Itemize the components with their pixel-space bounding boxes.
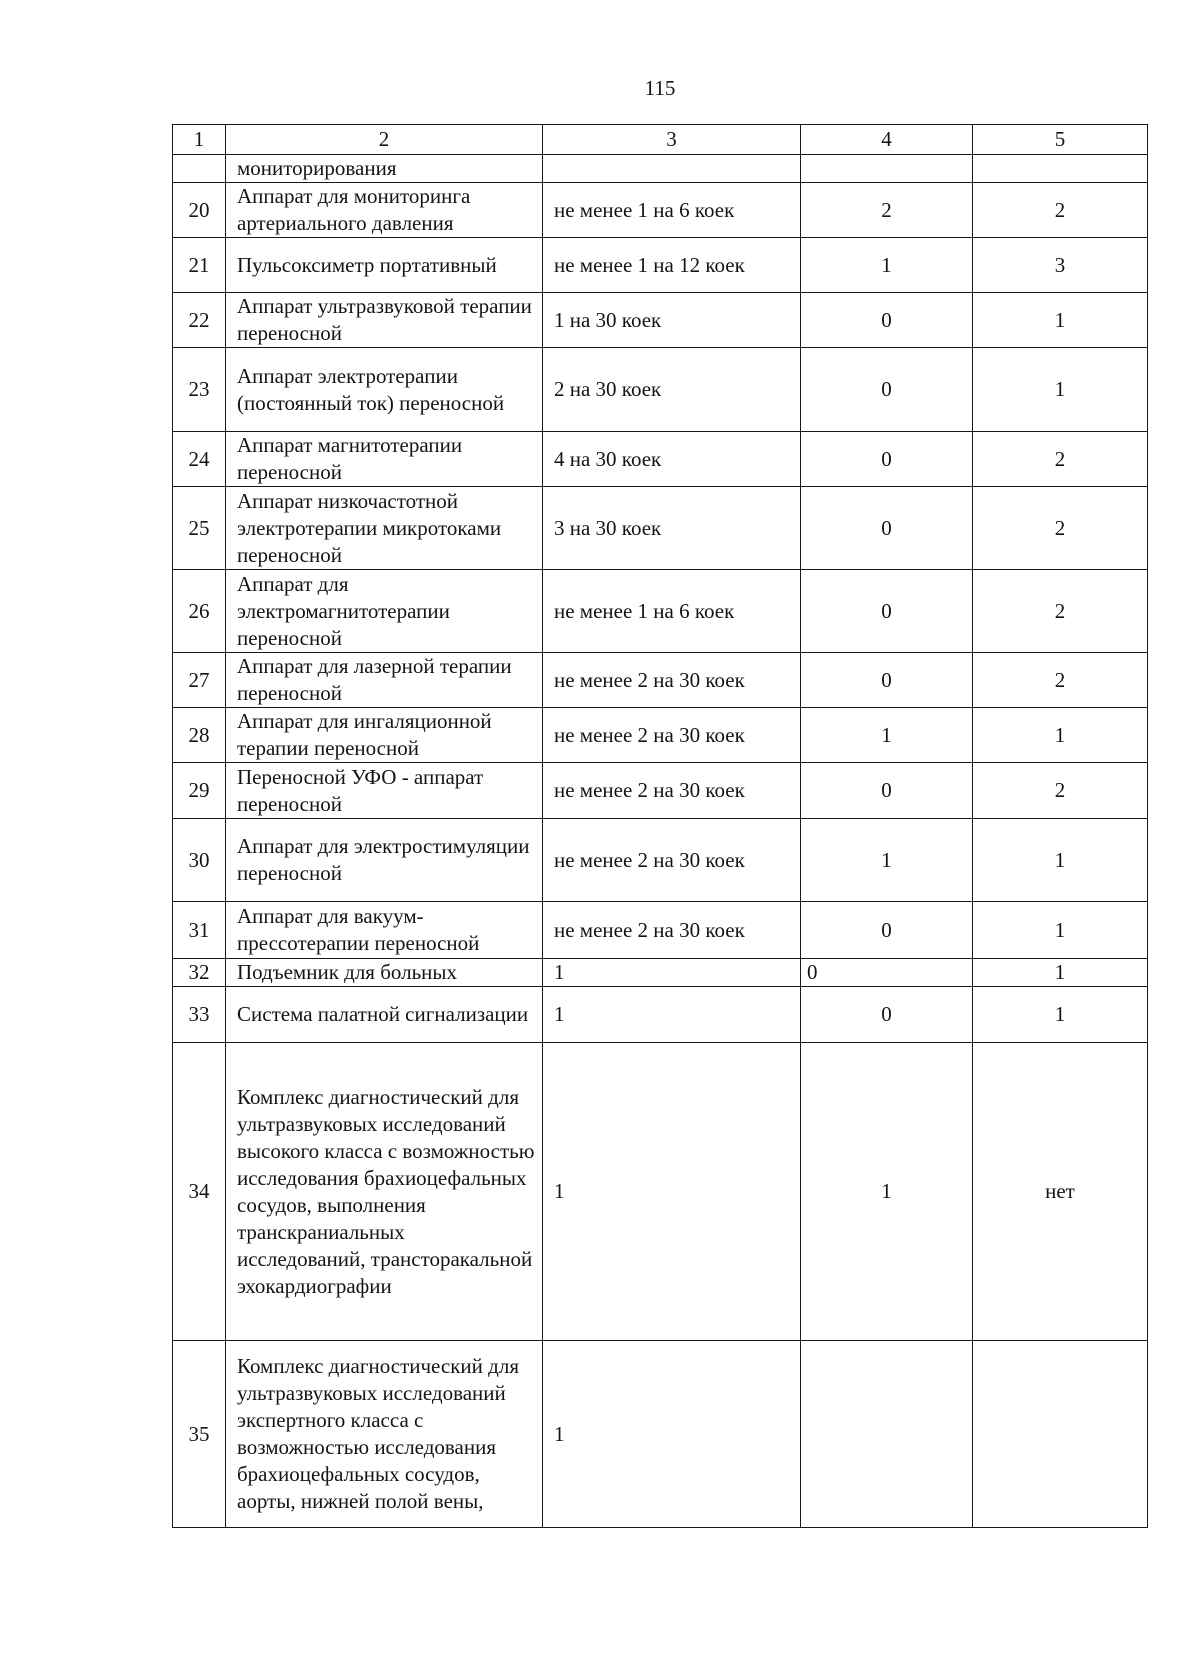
row-number-cell: 34	[173, 1043, 226, 1341]
equipment-name-cell: Аппарат ультразвуковой терапии переносной	[226, 293, 543, 348]
quantity-required-cell: 1	[973, 348, 1148, 432]
row-number-cell: 30	[173, 819, 226, 902]
quantity-required-cell	[973, 155, 1148, 183]
equipment-name-cell: Аппарат низкочастотной электротерапии микротоками переносной	[226, 487, 543, 570]
quantity-required-cell: 2	[973, 183, 1148, 238]
table-row	[173, 570, 1148, 653]
equipment-name-cell: мониторирования	[226, 155, 543, 183]
equipment-name-cell: Аппарат для электростимуляции переносной	[226, 819, 543, 902]
table-row	[173, 708, 1148, 763]
quantity-cell: 0	[801, 959, 973, 987]
norm-cell	[543, 155, 801, 183]
norm-cell: 4 на 30 коек	[543, 432, 801, 487]
row-number-cell: 27	[173, 653, 226, 708]
quantity-cell: 0	[801, 902, 973, 959]
table-row	[173, 487, 1148, 570]
quantity-required-cell: 1	[973, 959, 1148, 987]
quantity-required-cell: 1	[973, 708, 1148, 763]
row-number-cell: 26	[173, 570, 226, 653]
norm-cell: не менее 2 на 30 коек	[543, 763, 801, 819]
table-row	[173, 1043, 1148, 1341]
norm-cell: 1	[543, 1341, 801, 1528]
equipment-name-cell: Аппарат электротерапии (постоянный ток) переносной	[226, 348, 543, 432]
row-number-cell: 29	[173, 763, 226, 819]
table-row	[173, 348, 1148, 432]
page-number: 115	[644, 76, 676, 100]
equipment-name-cell: Система палатной сигнализации	[226, 987, 543, 1043]
row-number-cell: 33	[173, 987, 226, 1043]
table-row	[173, 155, 1148, 183]
table-row	[173, 293, 1148, 348]
equipment-name-cell: Аппарат для вакуум-прессотерапии переносной	[226, 902, 543, 959]
quantity-cell: 1	[801, 238, 973, 293]
equipment-name-cell: Комплекс диагностический для ультразвуковых исследований экспертного класса с возможностью исследования брахиоцефальных сосудов, аорты, нижней полой вены,	[226, 1341, 543, 1528]
quantity-required-cell	[973, 1341, 1148, 1528]
equipment-name-cell: Пульсоксиметр портативный	[226, 238, 543, 293]
norm-cell: 2 на 30 коек	[543, 348, 801, 432]
quantity-cell	[801, 155, 973, 183]
equipment-name-cell: Переносной УФО - аппарат переносной	[226, 763, 543, 819]
norm-cell: не менее 2 на 30 коек	[543, 708, 801, 763]
column-header: 1	[173, 125, 226, 155]
quantity-cell: 1	[801, 819, 973, 902]
row-number-cell: 20	[173, 183, 226, 238]
table-row	[173, 902, 1148, 959]
column-header: 2	[226, 125, 543, 155]
column-header: 3	[543, 125, 801, 155]
norm-cell: не менее 2 на 30 коек	[543, 653, 801, 708]
norm-cell: 1	[543, 987, 801, 1043]
quantity-cell: 0	[801, 653, 973, 708]
equipment-name-cell: Аппарат магнитотерапии переносной	[226, 432, 543, 487]
row-number-cell: 35	[173, 1341, 226, 1528]
quantity-cell: 0	[801, 348, 973, 432]
row-number-cell: 32	[173, 959, 226, 987]
equipment-name-cell: Аппарат для мониторинга артериального давления	[226, 183, 543, 238]
norm-cell: 1 на 30 коек	[543, 293, 801, 348]
quantity-cell: 1	[801, 708, 973, 763]
table-row	[173, 987, 1148, 1043]
quantity-cell: 0	[801, 487, 973, 570]
norm-cell: не менее 1 на 6 коек	[543, 183, 801, 238]
quantity-cell: 0	[801, 763, 973, 819]
row-number-cell: 25	[173, 487, 226, 570]
table-row	[173, 959, 1148, 987]
row-number-cell: 22	[173, 293, 226, 348]
quantity-required-cell: нет	[973, 1043, 1148, 1341]
equipment-name-cell: Аппарат для электромагнитотерапии переносной	[226, 570, 543, 653]
quantity-required-cell: 2	[973, 653, 1148, 708]
table-row	[173, 1341, 1148, 1528]
quantity-required-cell: 2	[973, 432, 1148, 487]
row-number-cell: 31	[173, 902, 226, 959]
quantity-required-cell: 2	[973, 763, 1148, 819]
equipment-name-cell: Комплекс диагностический для ультразвуковых исследований высокого класса с возможностью исследования брахиоцефальных сосудов, выполнения транскраниальных исследований, трансторакальной эхокардиографии	[226, 1043, 543, 1341]
norm-cell: 3 на 30 коек	[543, 487, 801, 570]
table-row	[173, 653, 1148, 708]
quantity-required-cell: 2	[973, 487, 1148, 570]
table-row	[173, 238, 1148, 293]
column-header: 5	[973, 125, 1148, 155]
row-number-cell	[173, 155, 226, 183]
equipment-table	[172, 124, 1148, 1528]
norm-cell: 1	[543, 1043, 801, 1341]
norm-cell: 1	[543, 959, 801, 987]
norm-cell: не менее 2 на 30 коек	[543, 902, 801, 959]
row-number-cell: 23	[173, 348, 226, 432]
norm-cell: не менее 1 на 12 коек	[543, 238, 801, 293]
quantity-required-cell: 2	[973, 570, 1148, 653]
quantity-cell	[801, 1341, 973, 1528]
norm-cell: не менее 2 на 30 коек	[543, 819, 801, 902]
quantity-cell: 0	[801, 293, 973, 348]
table-row	[173, 432, 1148, 487]
table-row	[173, 819, 1148, 902]
quantity-required-cell: 1	[973, 987, 1148, 1043]
table-row	[173, 183, 1148, 238]
equipment-name-cell: Аппарат для лазерной терапии переносной	[226, 653, 543, 708]
quantity-cell: 2	[801, 183, 973, 238]
equipment-table-body	[173, 125, 1148, 1528]
row-number-cell: 21	[173, 238, 226, 293]
row-number-cell: 28	[173, 708, 226, 763]
quantity-cell: 1	[801, 1043, 973, 1341]
equipment-name-cell: Аппарат для ингаляционной терапии переносной	[226, 708, 543, 763]
table-header-row	[173, 125, 1148, 155]
quantity-cell: 0	[801, 987, 973, 1043]
row-number-cell: 24	[173, 432, 226, 487]
quantity-required-cell: 1	[973, 293, 1148, 348]
quantity-required-cell: 1	[973, 902, 1148, 959]
quantity-cell: 0	[801, 570, 973, 653]
equipment-name-cell: Подъемник для больных	[226, 959, 543, 987]
quantity-cell: 0	[801, 432, 973, 487]
quantity-required-cell: 1	[973, 819, 1148, 902]
norm-cell: не менее 1 на 6 коек	[543, 570, 801, 653]
quantity-required-cell: 3	[973, 238, 1148, 293]
column-header: 4	[801, 125, 973, 155]
table-row	[173, 763, 1148, 819]
